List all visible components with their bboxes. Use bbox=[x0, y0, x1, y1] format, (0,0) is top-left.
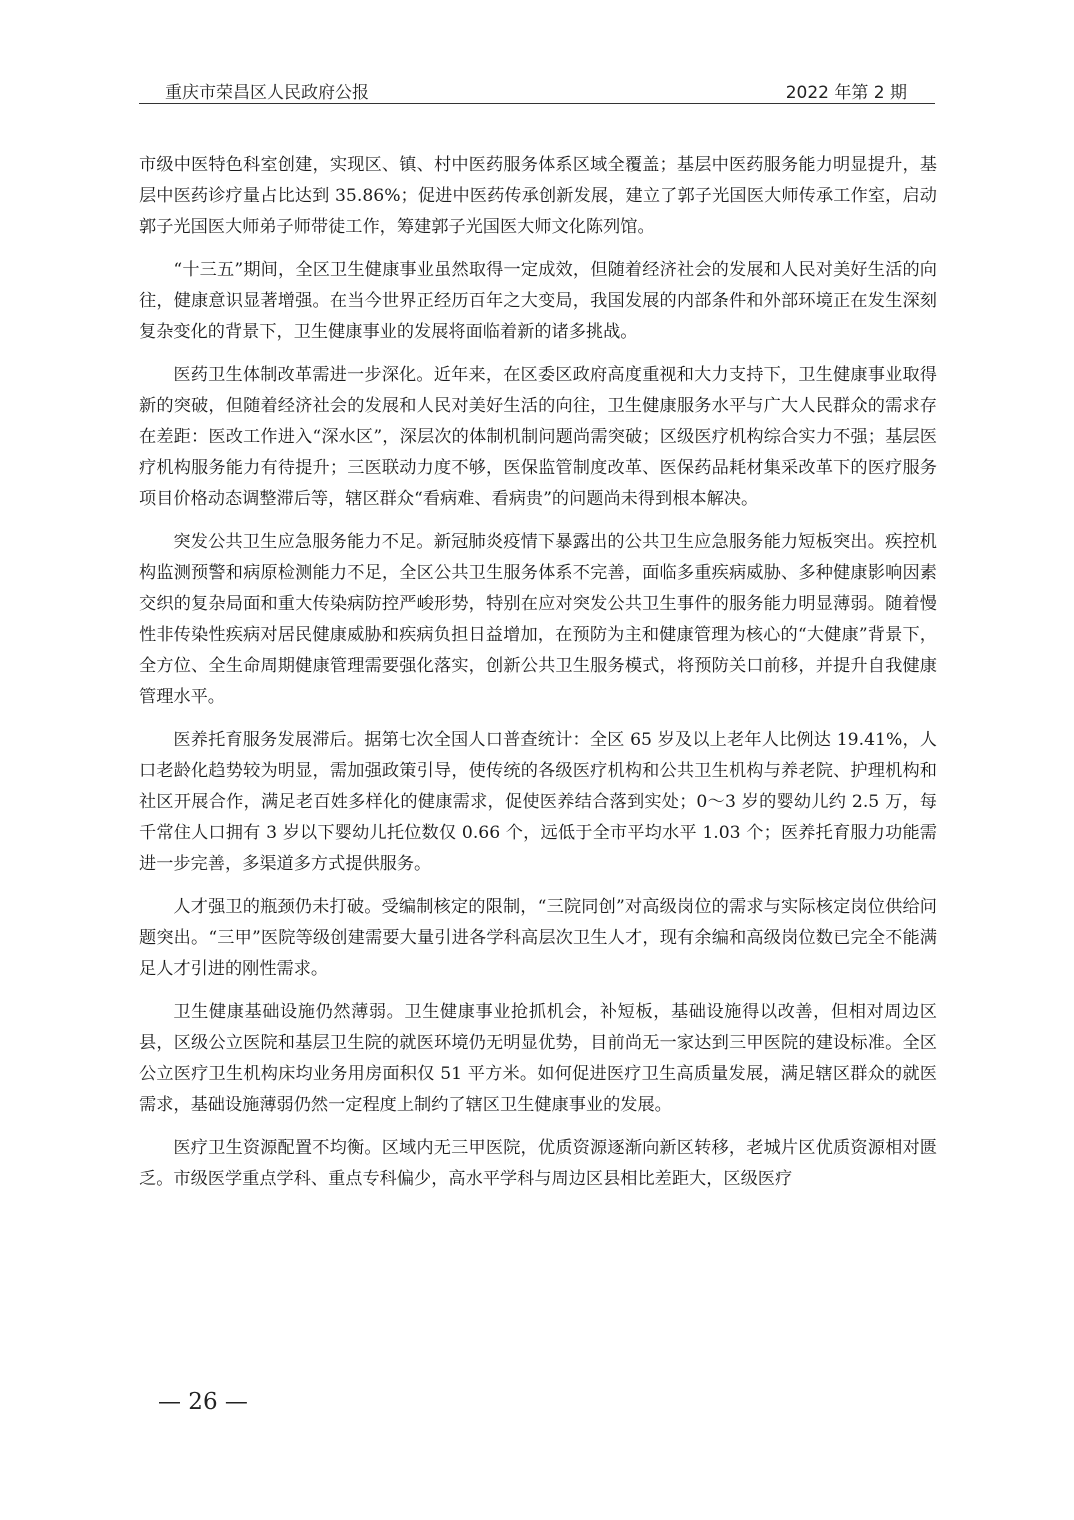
gazette-title: 重庆市荣昌区人民政府公报 bbox=[165, 83, 369, 103]
paragraph-thirteenth-five-year: “十三五”期间，全区卫生健康事业虽然取得一定成效，但随着经济社会的发展和人民对美好生活的向往，健康意识显著增强。在当今世界正经历百年之大变局，我国发展的内部条件和外部环境正在发生深刻复杂变化的背景下，卫生健康事业的发展将面临着新的诸多挑战。 bbox=[139, 260, 937, 342]
paragraph-continued: 市级中医特色科室创建，实现区、镇、村中医药服务体系区域全覆盖；基层中医药服务能力明显提升，基层中医药诊疗量占比达到 35.86%；促进中医药传承创新发展，建立了郭子光国医大师传承工作室，启动郭子光国医大师弟子师带徒工作，筹建郭子光国医大师文化陈列馆。 bbox=[139, 155, 937, 237]
paragraph-public-health-emergency: 突发公共卫生应急服务能力不足。新冠肺炎疫情下暴露出的公共卫生应急服务能力短板突出。疾控机构监测预警和病原检测能力不足，全区公共卫生服务体系不完善，面临多重疾病威胁、多种健康影响因素交织的复杂局面和重大传染病防控严峻形势，特别在应对突发公共卫生事件的服务能力明显薄弱。随着慢性非传染性疾病对居民健康威胁和疾病负担日益增加，在预防为主和健康管理为核心的“大健康”背景下，全方位、全生命周期健康管理需要强化落实，创新公共卫生服务模式，将预防关口前移，并提升自我健康管理水平。 bbox=[139, 532, 937, 707]
paragraph-talent: 人才强卫的瓶颈仍未打破。受编制核定的限制，“三院同创”对高级岗位的需求与实际核定岗位供给问题突出。“三甲”医院等级创建需要大量引进各学科高层次卫生人才，现有余编和高级岗位数已完全不能满足人才引进的刚性需求。 bbox=[139, 897, 937, 979]
document-body bbox=[139, 150, 937, 1207]
paragraph-elderly-childcare: 医养托育服务发展滞后。据第七次全国人口普查统计：全区 65 岁及以上老年人比例达 19.41%，人口老龄化趋势较为明显，需加强政策引导，使传统的各级医疗机构和公共卫生机构与养老院、护理机构和社区开展合作，满足老百姓多样化的健康需求，促使医养结合落到实处；0～3 岁的婴幼儿约 2.5 万，每千常住人口拥有 3 岁以下婴幼儿托位数仅 0.66 个，远低于全市平均水平 1.03 个；医养托育服力功能需进一步完善，多渠道多方式提供服务。 bbox=[139, 730, 937, 874]
paragraph-resource-allocation: 医疗卫生资源配置不均衡。区域内无三甲医院，优质资源逐渐向新区转移，老城片区优质资源相对匮乏。市级医学重点学科、重点专科偏少，高水平学科与周边区县相比差距大，区级医疗 bbox=[139, 1138, 937, 1189]
issue-number: 2022 年第 2 期 bbox=[785, 83, 907, 103]
paragraph-medical-reform: 医药卫生体制改革需进一步深化。近年来，在区委区政府高度重视和大力支持下，卫生健康事业取得新的突破，但随着经济社会的发展和人民对美好生活的向往，卫生健康服务水平与广大人民群众的需求存在差距：医改工作进入“深水区”，深层次的体制机制问题尚需突破；区级医疗机构综合实力不强；基层医疗机构服务能力有待提升；三医联动力度不够，医保监管制度改革、医保药品耗材集采改革下的医疗服务项目价格动态调整滞后等，辖区群众“看病难、看病贵”的问题尚未得到根本解决。 bbox=[139, 365, 937, 509]
page-header bbox=[139, 76, 935, 104]
paragraph-infrastructure: 卫生健康基础设施仍然薄弱。卫生健康事业抢抓机会，补短板，基础设施得以改善，但相对周边区县，区级公立医院和基层卫生院的就医环境仍无明显优势，目前尚无一家达到三甲医院的建设标准。全区公立医疗卫生机构床均业务用房面积仅 51 平方米。如何促进医疗卫生高质量发展，满足辖区群众的就医需求，基础设施薄弱仍然一定程度上制约了辖区卫生健康事业的发展。 bbox=[139, 1002, 937, 1115]
page-number: — 26 — bbox=[158, 1389, 248, 1415]
